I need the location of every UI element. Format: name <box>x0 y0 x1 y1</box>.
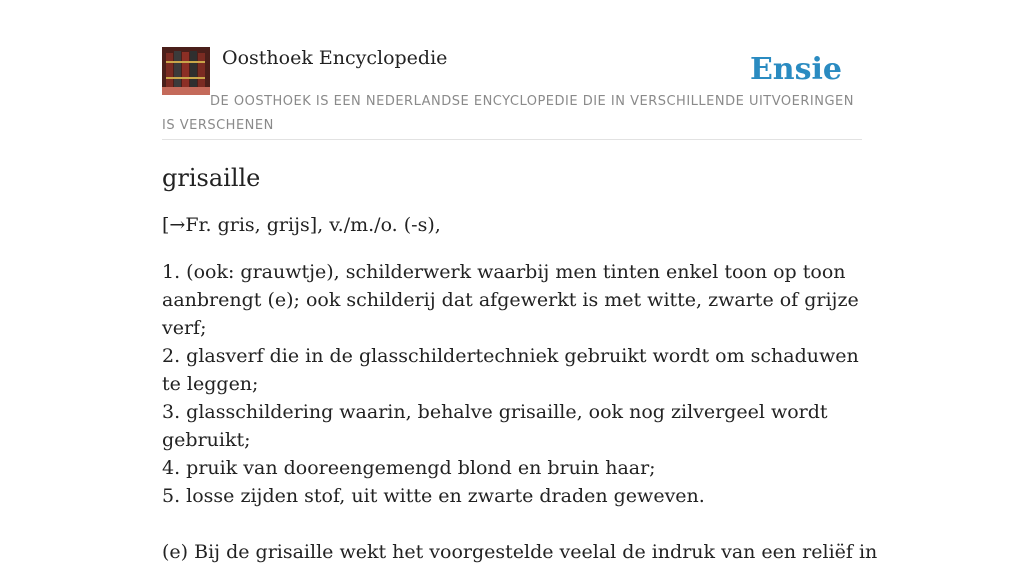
definition-list <box>162 258 862 510</box>
definition-item: 4. pruik van dooreengemengd blond en bruin haar; <box>162 457 656 479</box>
entry-content <box>162 160 878 566</box>
site-tagline: DE OOSTHOEK IS EEN NEDERLANDSE ENCYCLOPEDIE DIE IN VERSCHILLENDE UITVOERINGEN IS VERSCHENEN <box>162 94 854 133</box>
book-spines-icon[interactable] <box>162 47 210 95</box>
entry-title: grisaille <box>162 164 261 192</box>
brand-logo-link[interactable]: Ensie <box>749 52 842 87</box>
definition-item: 5. losse zijden stof, uit witte en zwarte draden geweven. <box>162 485 705 507</box>
entry-etymology: [→Fr. gris, grijs], v./m./o. (-s), <box>162 214 441 236</box>
entry-note: (e) Bij de grisaille wekt het voorgestelde veelal de indruk van een reliëf in <box>162 541 878 563</box>
site-header <box>162 46 862 140</box>
definition-item: 1. (ook: grauwtje), schilderwerk waarbij men tinten enkel toon op toon aanbrengt (e); ook schilderij dat afgewerkt is met witte, zwarte of grijze verf; <box>162 261 859 339</box>
avatar-image <box>162 47 210 95</box>
site-title[interactable]: Oosthoek Encyclopedie <box>222 47 448 69</box>
definition-item: 2. glasverf die in de glasschildertechniek gebruikt wordt om schaduwen te leggen; <box>162 345 859 395</box>
definition-item: 3. glasschildering waarin, behalve grisaille, ook nog zilvergeel wordt gebruikt; <box>162 401 828 451</box>
